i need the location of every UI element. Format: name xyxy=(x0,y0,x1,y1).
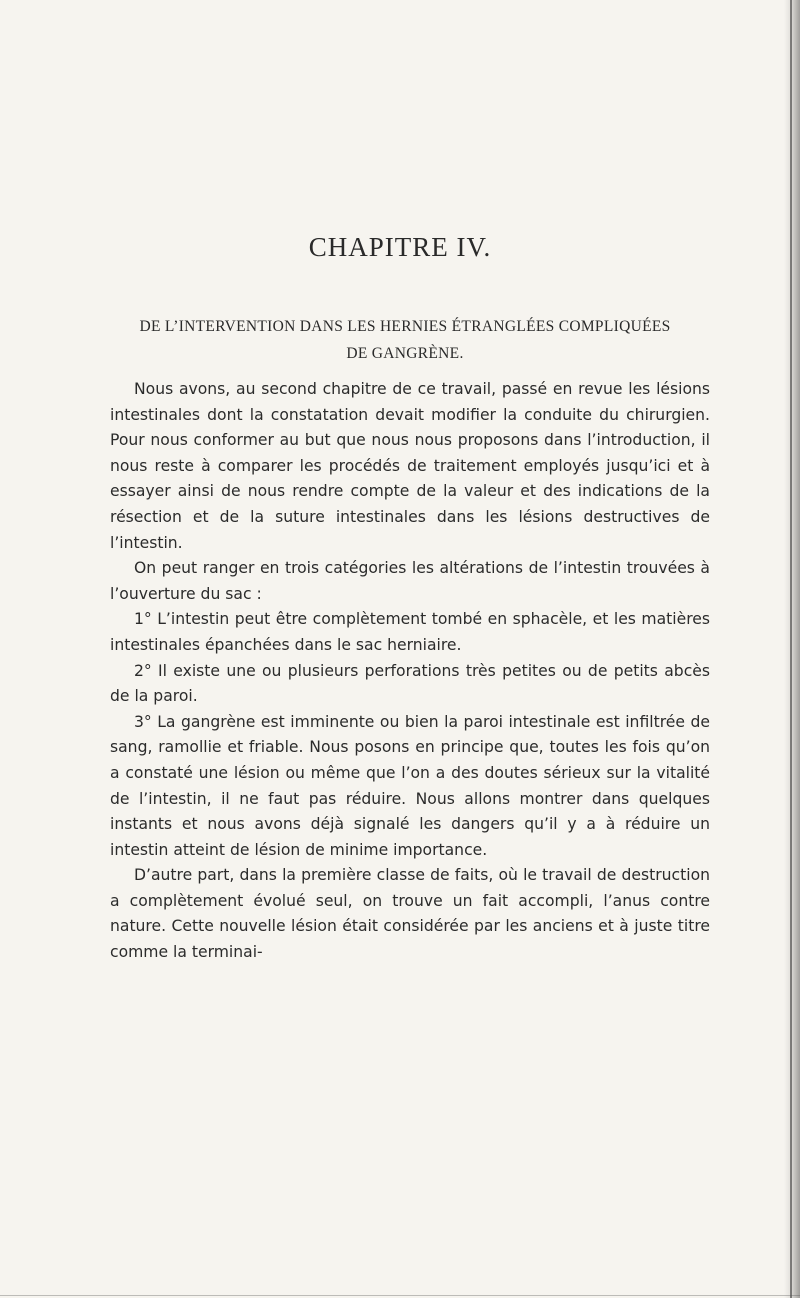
section-heading xyxy=(100,313,710,367)
paragraph-anus-contre-nature: D’autre part, dans la première classe de faits, où le travail de destruction a complètement évolué seul, on trouve un fait accompli, l’anus contre nature. Cette nouvelle lésion était considérée par les anciens et à juste titre comme la terminai- xyxy=(110,866,710,962)
paragraph-category-1: 1° L’intestin peut être complètement tombé en sphacèle, et les matières intestinales épanchées dans le sac herniaire. xyxy=(110,610,710,654)
paragraph-introduction: Nous avons, au second chapitre de ce travail, passé en revue les lésions intestinales dont la constatation devait modifier la conduite du chirurgien. Pour nous conformer au but que nous nous proposons dans l’introduction, il nous reste à comparer les procédés de traitement employés jusqu’ici et à essayer ainsi de nous rendre compte de la valeur et des indications de la résection et de la suture intestinales dans les lésions destructives de l’intestin. xyxy=(110,380,710,552)
section-heading-line-2: DE GANGRÈNE. xyxy=(346,345,464,362)
chapter-title: CHAPITRE IV. xyxy=(308,232,492,262)
body-text xyxy=(110,377,710,966)
section-heading-line-1: DE L’INTERVENTION DANS LES HERNIES ÉTRANGLÉES COMPLIQUÉES xyxy=(139,318,671,335)
page-edge-shadow xyxy=(784,0,800,1298)
page-edge-line xyxy=(790,0,792,1298)
paragraph-category-3: 3° La gangrène est imminente ou bien la paroi intestinale est infiltrée de sang, ramollie et friable. Nous posons en principe que, toutes les fois qu’on a constaté une lésion ou même que l’on a des doutes sérieux sur la vitalité de l’intestin, il ne faut pas réduire. Nous allons montrer dans quelques instants et nous avons déjà signalé les dangers qu’il y a à réduire un intestin atteint de lésion de minime importance. xyxy=(110,712,710,859)
paragraph-categories: On peut ranger en trois catégories les altérations de l’intestin trouvées à l’ouverture du sac : xyxy=(110,559,710,603)
paragraph-category-2: 2° Il existe une ou plusieurs perforations très petites ou de petits abcès de la paroi. xyxy=(110,661,710,706)
page-bottom-line xyxy=(0,1295,800,1296)
